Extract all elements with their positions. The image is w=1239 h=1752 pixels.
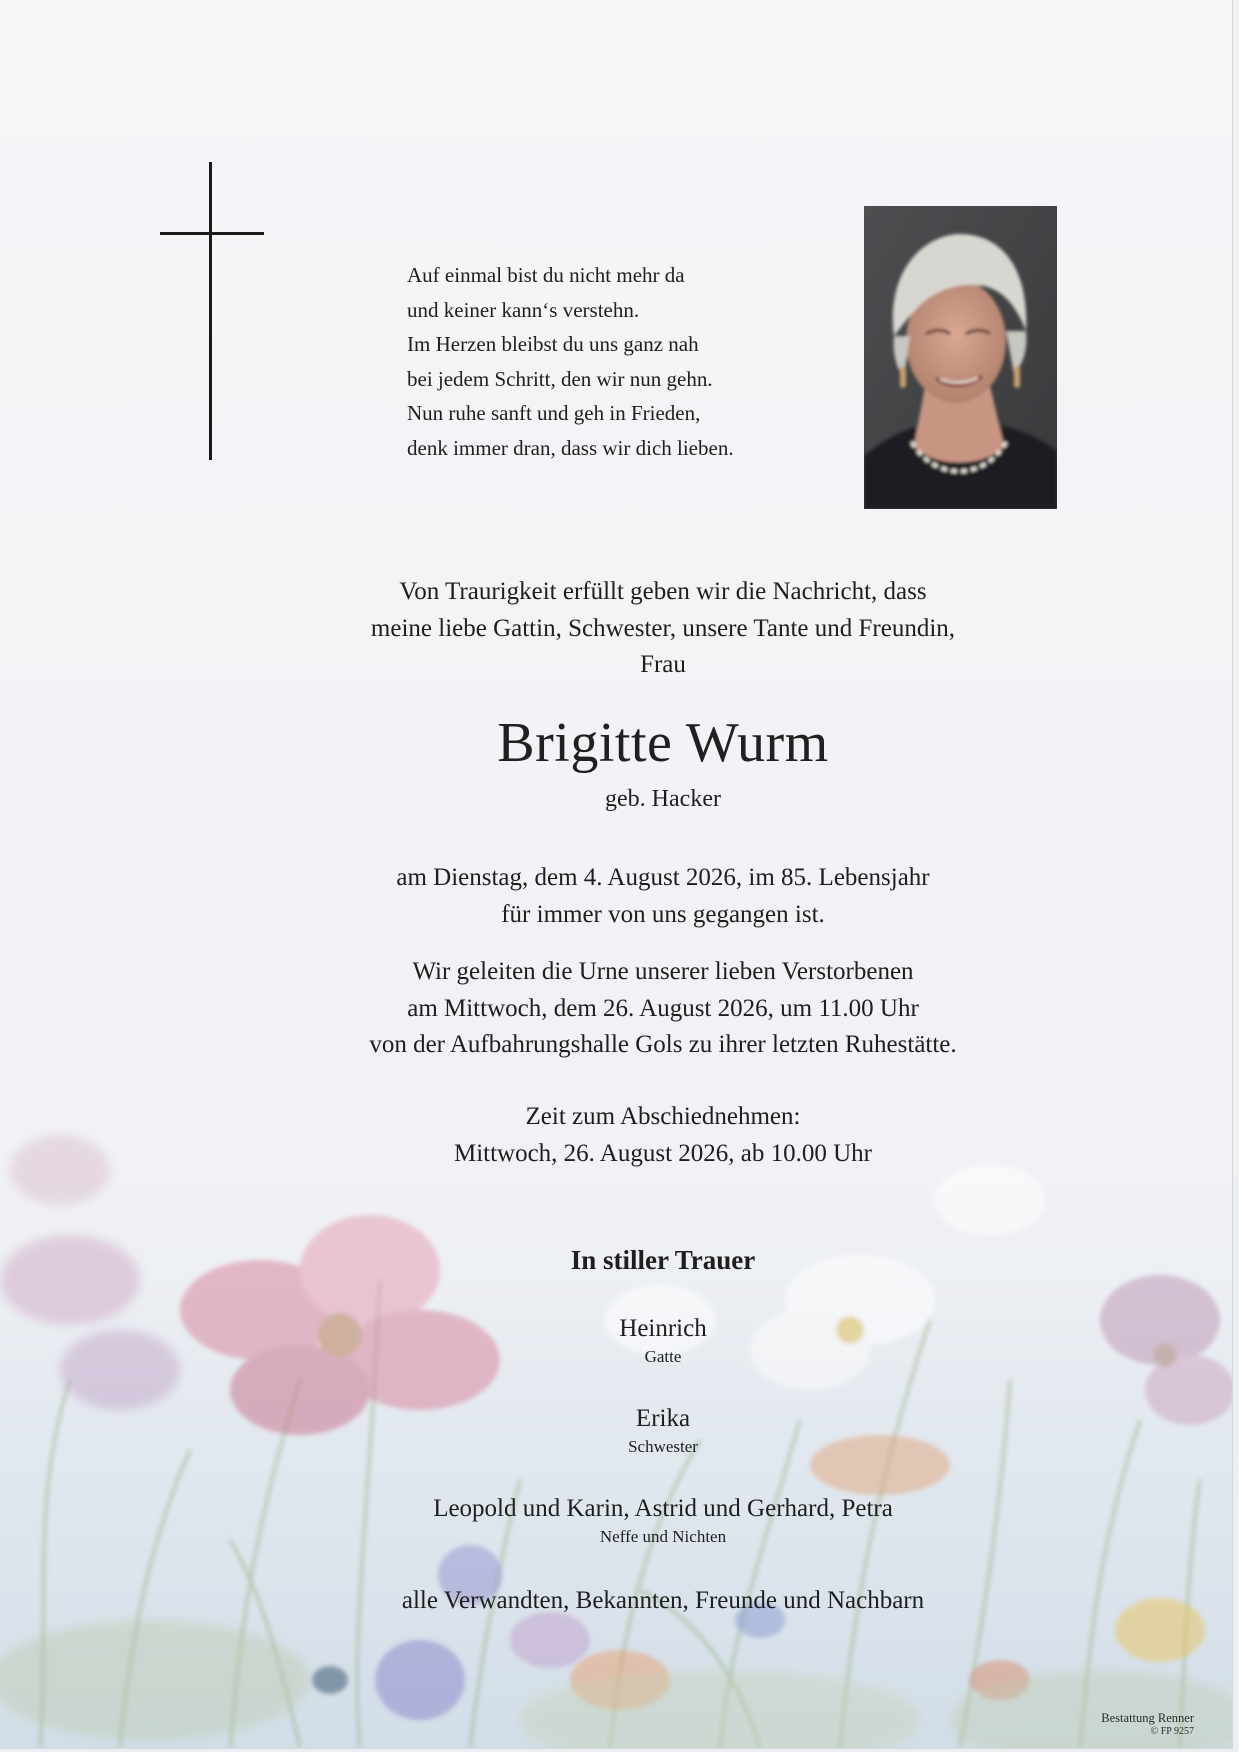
portrait-photo (864, 206, 1057, 509)
imprint-code: © FP 9257 (1150, 1726, 1194, 1737)
funeral-line: von der Aufbahrungshalle Gols zu ihrer letzten Ruhestätte. (369, 1031, 957, 1058)
funeral-home-imprint (1101, 1712, 1194, 1738)
death-notice-line: am Dienstag, dem 4. August 2026, im 85. Lebensjahr (396, 864, 930, 891)
mourning-title: In stiller Trauer (570, 1245, 756, 1275)
mourner-name: Heinrich (619, 1315, 707, 1342)
death-notice (263, 860, 1063, 933)
deceased-name: Brigitte Wurm (497, 712, 829, 774)
intro-line: Frau (640, 651, 686, 678)
cross-icon (160, 162, 264, 460)
birth-name: geb. Hacker (605, 786, 721, 812)
death-notice-line: für immer von uns gegangen ist. (501, 900, 825, 928)
intro-line: Von Traurigkeit erfüllt geben wir die Nachricht, dass (399, 578, 927, 605)
funeral-line: Wir geleiten die Urne unserer lieben Verstorbenen (412, 958, 914, 985)
mourner-role: Neffe und Nichten (599, 1527, 727, 1546)
farewell-line: Zeit zum Abschiednehmen: (525, 1103, 801, 1130)
other-mourners: alle Verwandten, Bekannten, Freunde und Nachbarn (401, 1587, 925, 1614)
mourner-name: Erika (635, 1405, 691, 1432)
mourner-entry (263, 1312, 1063, 1368)
poem-line: bei jedem Schritt, den wir nun gehn. (407, 366, 713, 391)
farewell-time (263, 1099, 1063, 1172)
funeral-details (263, 954, 1063, 1064)
funeral-home-name: Bestattung Renner (1101, 1711, 1194, 1725)
farewell-line: Mittwoch, 26. August 2026, ab 10.00 Uhr (453, 1139, 873, 1167)
memorial-poem (407, 258, 807, 466)
mourner-role: Schwester (628, 1437, 698, 1456)
poem-line: und keiner kann‘s verstehn. (407, 297, 640, 322)
mourner-role: Gatte (644, 1347, 682, 1366)
mourner-entry (263, 1492, 1063, 1548)
mourner-entry (263, 1402, 1063, 1458)
mourner-name: Leopold und Karin, Astrid und Gerhard, Petra (433, 1495, 893, 1522)
poem-line: denk immer dran, dass wir dich lieben. (407, 435, 734, 460)
poem-line: Im Herzen bleibst du uns ganz nah (407, 332, 699, 357)
announcement-intro (263, 574, 1063, 684)
poem-line: Nun ruhe sanft und geh in Frieden, (407, 401, 701, 426)
intro-line: meine liebe Gattin, Schwester, unsere Tante und Freundin, (370, 614, 956, 642)
funeral-line: am Mittwoch, dem 26. August 2026, um 11.00 Uhr (407, 994, 919, 1022)
poem-line: Auf einmal bist du nicht mehr da (407, 263, 685, 287)
